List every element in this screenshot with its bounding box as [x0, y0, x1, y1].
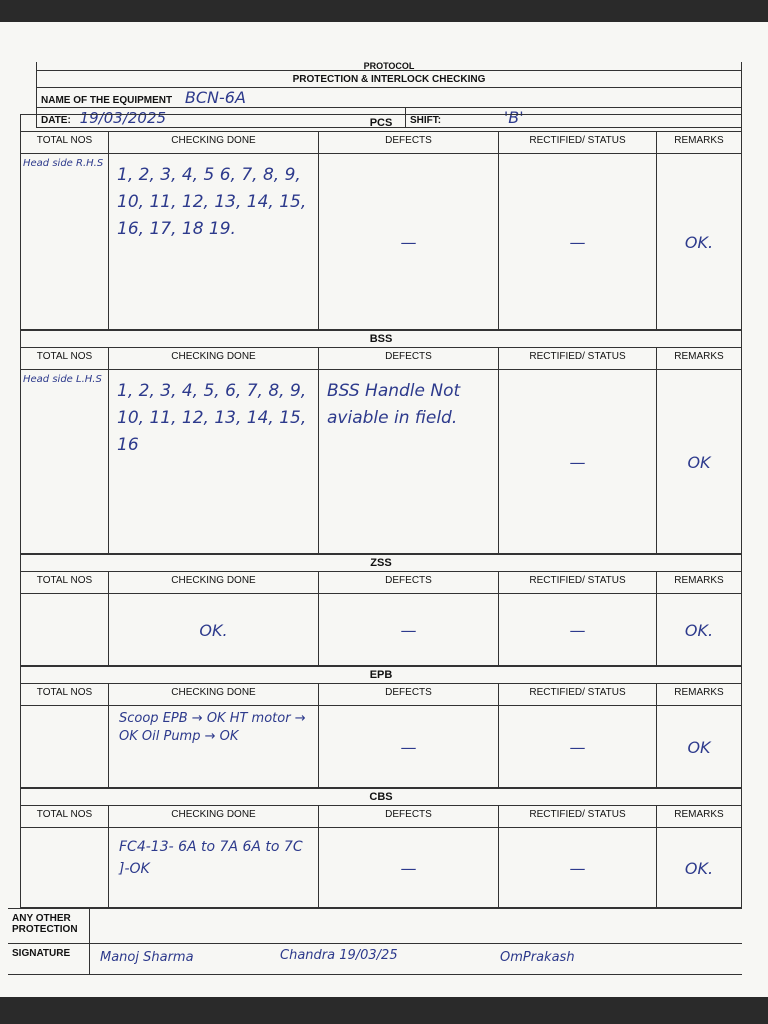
total-value: [21, 828, 109, 908]
checking-value: Scoop EPB → OK HT motor → OK Oil Pump → OK: [109, 706, 319, 788]
total-value: [21, 706, 109, 788]
other-protection-label: ANY OTHER PROTECTION: [8, 909, 90, 943]
defects-value: —: [319, 154, 499, 330]
section-title: PCS: [21, 115, 741, 132]
shift-value: 'B': [503, 108, 524, 127]
checking-value: FC4-13- 6A to 7A 6A to 7C ]-OK: [109, 828, 319, 908]
remarks-value: OK: [687, 452, 711, 472]
col-checking: CHECKING DONE: [109, 806, 319, 828]
col-remarks: REMARKS: [657, 684, 741, 706]
rectified-value: —: [499, 828, 657, 908]
defects-value: —: [319, 828, 499, 908]
section-pcs: [20, 114, 742, 330]
remarks-value: OK.: [684, 620, 714, 640]
col-total: TOTAL NOS: [21, 132, 109, 154]
col-remarks: REMARKS: [657, 348, 741, 370]
signature-label: SIGNATURE: [8, 944, 90, 974]
section-title: BSS: [21, 331, 741, 348]
col-rectified: RECTIFIED/ STATUS: [499, 806, 657, 828]
col-rectified: RECTIFIED/ STATUS: [499, 348, 657, 370]
col-total: TOTAL NOS: [21, 348, 109, 370]
rectified-value: —: [499, 706, 657, 788]
col-checking: CHECKING DONE: [109, 684, 319, 706]
defects-value: —: [319, 594, 499, 666]
col-rectified: RECTIFIED/ STATUS: [499, 572, 657, 594]
col-checking: CHECKING DONE: [109, 572, 319, 594]
defects-value: BSS Handle Not aviable in field.: [319, 370, 499, 554]
col-defects: DEFECTS: [319, 132, 499, 154]
col-checking: CHECKING DONE: [109, 132, 319, 154]
col-remarks: REMARKS: [657, 132, 741, 154]
date-value: 19/03/2025: [79, 108, 167, 127]
section-title: ZSS: [21, 555, 741, 572]
shift-label: SHIFT:: [410, 115, 442, 126]
rectified-value: —: [499, 594, 657, 666]
signature-1: Manoj Sharma: [100, 950, 194, 965]
remarks-value: OK: [687, 737, 711, 757]
col-total: TOTAL NOS: [21, 806, 109, 828]
checking-value: 1, 2, 3, 4, 5, 6, 7, 8, 9, 10, 11, 12, 13, 14, 15, 16: [109, 370, 319, 554]
col-defects: DEFECTS: [319, 572, 499, 594]
signature-2: Chandra 19/03/25: [280, 948, 398, 963]
col-remarks: REMARKS: [657, 806, 741, 828]
section-cbs: [20, 788, 742, 908]
footer: [8, 908, 742, 975]
col-remarks: REMARKS: [657, 572, 741, 594]
col-total: TOTAL NOS: [21, 572, 109, 594]
col-defects: DEFECTS: [319, 348, 499, 370]
remarks-value: OK.: [684, 858, 714, 878]
rectified-value: —: [499, 154, 657, 330]
checking-value: 1, 2, 3, 4, 5 6, 7, 8, 9, 10, 11, 12, 13, 14, 15, 16, 17, 18 19.: [109, 154, 319, 330]
document-title: PROTECTION & INTERLOCK CHECKING: [37, 71, 742, 88]
equipment-row: [37, 88, 742, 108]
equipment-label: NAME OF THE EQUIPMENT: [41, 95, 173, 106]
other-protection-value: [90, 909, 742, 943]
col-total: TOTAL NOS: [21, 684, 109, 706]
col-defects: DEFECTS: [319, 806, 499, 828]
col-rectified: RECTIFIED/ STATUS: [499, 132, 657, 154]
section-epb: [20, 666, 742, 788]
protocol-label: PROTOCOL: [37, 62, 742, 71]
col-checking: CHECKING DONE: [109, 348, 319, 370]
signature-3: OmPrakash: [500, 950, 575, 965]
total-value: Head side R.H.S: [21, 154, 109, 330]
section-bss: [20, 330, 742, 554]
protocol-sheet: [0, 22, 768, 997]
checking-value: OK.: [109, 594, 319, 666]
date-label: DATE:: [41, 114, 71, 126]
col-defects: DEFECTS: [319, 684, 499, 706]
equipment-value: BCN-6A: [184, 88, 246, 107]
col-rectified: RECTIFIED/ STATUS: [499, 684, 657, 706]
remarks-value: OK.: [684, 232, 714, 252]
defects-value: —: [319, 706, 499, 788]
total-value: Head side L.H.S: [21, 370, 109, 554]
section-title: CBS: [21, 789, 741, 806]
total-value: [21, 594, 109, 666]
section-title: EPB: [21, 667, 741, 684]
section-zss: [20, 554, 742, 666]
rectified-value: —: [499, 370, 657, 554]
signature-area: [90, 944, 742, 974]
